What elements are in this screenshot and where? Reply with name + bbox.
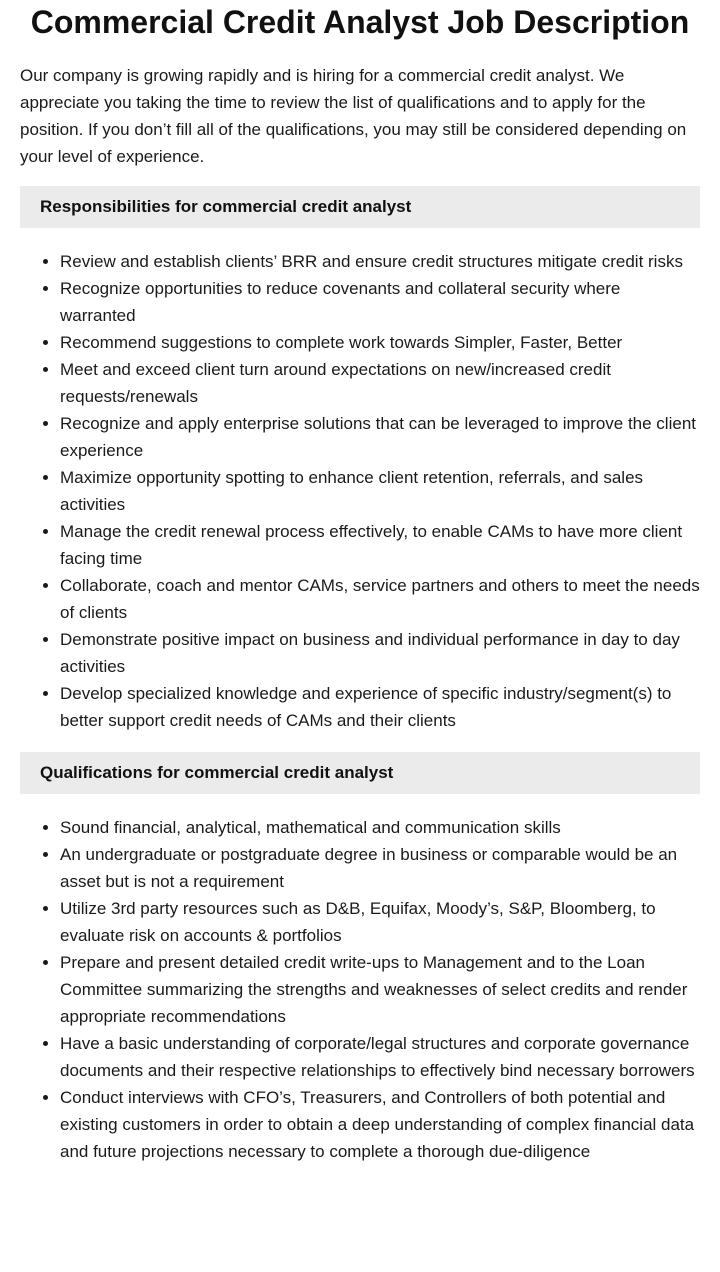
list-item: • Collaborate, coach and mentor CAMs, service partners and others to meet the needs of clients <box>60 572 700 626</box>
list-item: • Meet and exceed client turn around expectations on new/increased credit requests/renewals <box>60 356 700 410</box>
responsibilities-heading: Responsibilities for commercial credit analyst <box>20 186 700 228</box>
list-item: • Maximize opportunity spotting to enhance client retention, referrals, and sales activities <box>60 464 700 518</box>
list-item: • Demonstrate positive impact on business and individual performance in day to day activities <box>60 626 700 680</box>
list-item: • Review and establish clients’ BRR and ensure credit structures mitigate credit risks <box>60 248 700 275</box>
list-item: • Develop specialized knowledge and experience of specific industry/segment(s) to better support credit needs of CAMs and their clients <box>60 680 700 734</box>
list-item: • Utilize 3rd party resources such as D&B, Equifax, Moody’s, S&P, Bloomberg, to evaluate risk on accounts & portfolios <box>60 895 700 949</box>
list-item: • Recommend suggestions to complete work towards Simpler, Faster, Better <box>60 329 700 356</box>
list-item: • Have a basic understanding of corporate/legal structures and corporate governance documents and their respective relationships to effectively bind necessary borrowers <box>60 1030 700 1084</box>
list-item: • Sound financial, analytical, mathematical and communication skills <box>60 814 700 841</box>
list-item: • An undergraduate or postgraduate degree in business or comparable would be an asset but is not a requirement <box>60 841 700 895</box>
list-item: • Manage the credit renewal process effectively, to enable CAMs to have more client facing time <box>60 518 700 572</box>
page-title: Commercial Credit Analyst Job Description <box>30 4 690 40</box>
intro-paragraph: Our company is growing rapidly and is hiring for a commercial credit analyst. We appreciate you taking the time to review the list of qualifications and to apply for the position. If you don’t fill all of the qualifications, you may still be considered depending on your level of experience. <box>20 66 687 166</box>
list-item: • Recognize opportunities to reduce covenants and collateral security where warranted <box>60 275 700 329</box>
responsibilities-list <box>20 248 700 734</box>
qualifications-heading: Qualifications for commercial credit analyst <box>20 752 700 794</box>
qualifications-list <box>20 814 700 1165</box>
list-item: • Recognize and apply enterprise solutions that can be leveraged to improve the client experience <box>60 410 700 464</box>
list-item: • Prepare and present detailed credit write-ups to Management and to the Loan Committee summarizing the strengths and weaknesses of select credits and render appropriate recommendations <box>60 949 700 1030</box>
list-item: • Conduct interviews with CFO’s, Treasurers, and Controllers of both potential and existing customers in order to obtain a deep understanding of complex financial data and future projections necessary to complete a thorough due-diligence <box>60 1084 700 1165</box>
